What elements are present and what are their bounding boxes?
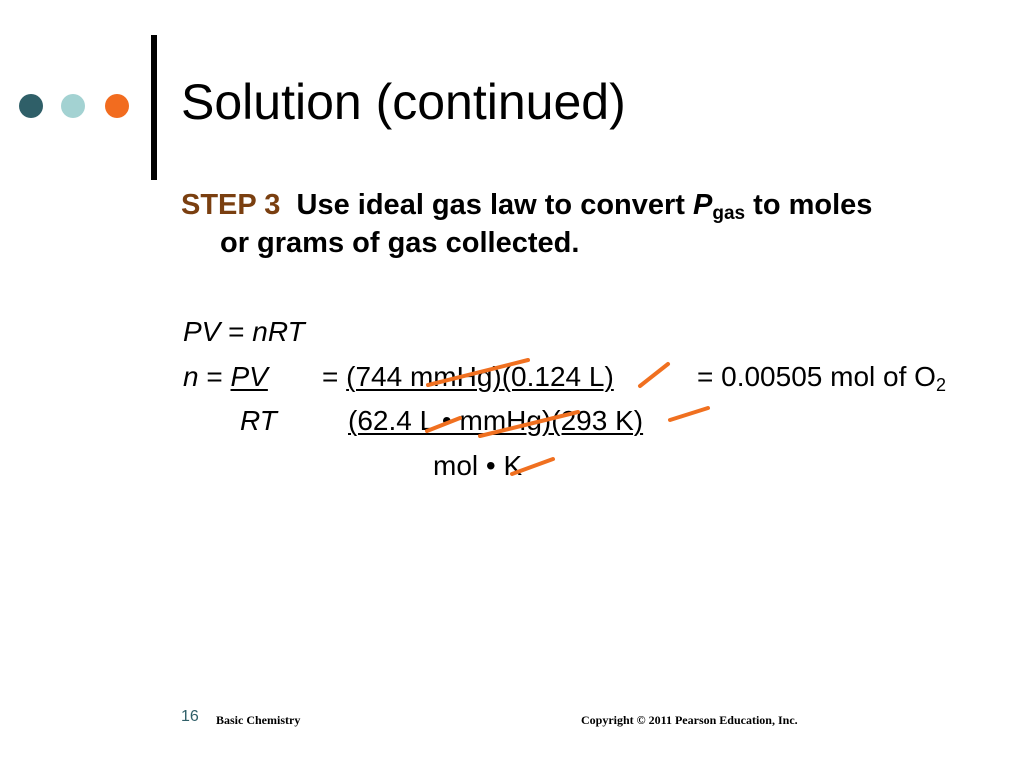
equation-rt	[240, 407, 277, 435]
equation-denominator	[348, 407, 643, 435]
step-text-p: P	[693, 189, 713, 221]
eq-n: n	[183, 361, 199, 392]
title-divider	[151, 35, 157, 180]
eq-n-equals: =	[198, 361, 231, 392]
eq-equals-2: =	[322, 361, 347, 392]
footer-copyright: Copyright © 2011 Pearson Education, Inc.	[581, 713, 798, 727]
step-text-start: Use ideal gas law to convert	[296, 189, 694, 221]
strike-k-denominator	[670, 408, 708, 420]
step-text-subscript: gas	[712, 203, 746, 224]
step-instruction	[181, 186, 1001, 262]
eq-result-subscript: 2	[935, 375, 946, 395]
footer-course: Basic Chemistry	[216, 713, 301, 727]
step-text-end: to moles	[745, 189, 873, 221]
step-label: STEP 3	[181, 189, 281, 221]
eq-denominator: (62.4 L • mmHg)(293 K)	[348, 405, 644, 436]
equation-result	[697, 361, 946, 395]
decorative-dot-dark	[19, 94, 43, 118]
strike-l-numerator	[640, 364, 668, 386]
eq-equals: =	[220, 316, 253, 347]
eq-nrt: nRT	[252, 316, 305, 347]
eq-units: mol • K	[433, 450, 523, 481]
decorative-dot-orange	[105, 94, 129, 118]
eq-pv-fraction: PV	[230, 361, 268, 392]
step-line-2: or grams of gas collected.	[220, 227, 580, 259]
equation-numerator-line	[322, 363, 614, 391]
step-line-1	[181, 186, 1001, 224]
eq-numerator: (744 mmHg)(0.124 L)	[346, 361, 614, 392]
page-number: 16	[181, 708, 199, 725]
eq-rt: RT	[240, 405, 277, 436]
equation-n-label	[183, 363, 268, 391]
eq-result: = 0.00505 mol of O	[697, 361, 936, 392]
eq-pv: PV	[183, 316, 221, 347]
equation-ideal-gas	[183, 318, 305, 346]
equation-units	[433, 452, 522, 480]
decorative-dot-light	[61, 94, 85, 118]
slide-title: Solution (continued)	[181, 74, 626, 130]
